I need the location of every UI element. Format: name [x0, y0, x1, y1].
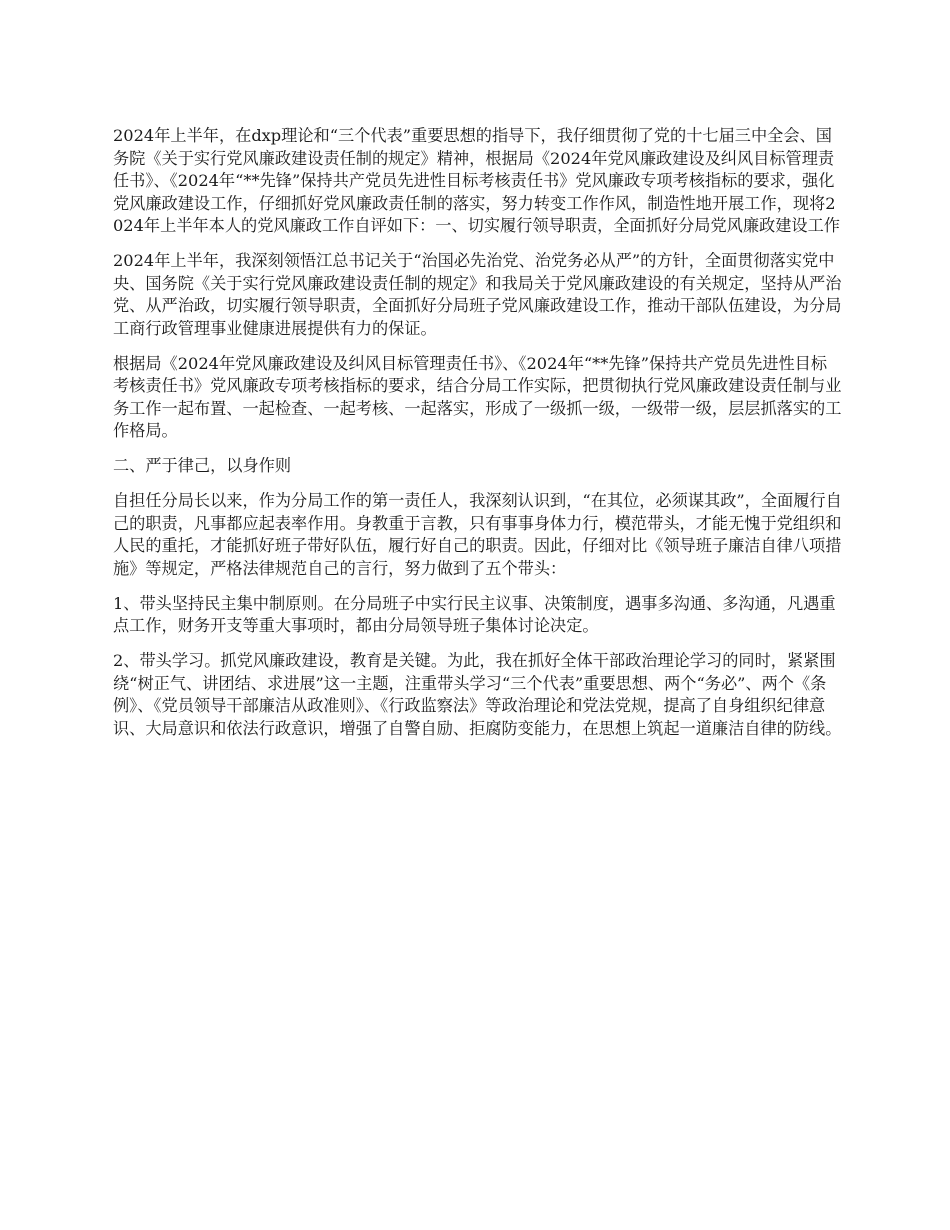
paragraph-item-two: 2、带头学习。抓党风廉政建设，教育是关键。为此，我在抓好全体干部政治理论学习的同时，紧紧围绕“树正气、讲团结、求进展”这一主题，注重带头学习“三个代表”重要思想、两个“务必”、两个《条例》、《党员领导干部廉洁从政准则》、《行政监察法》等政治理论和党法党规，提高了自身组织纪律意识、大局意识和依法行政意识，增强了自警自励、拒腐防变能力，在思想上筑起一道廉洁自律的防线。	[113, 651, 842, 738]
paragraph-intro: 2024年上半年，在dxp理论和“三个代表”重要思想的指导下，我仔细贯彻了党的十七届三中全会、国务院《关于实行党风廉政建设责任制的规定》精神，根据局《2024年党风廉政建设及纠风目标管理责任书》、《2024年“**先锋”保持共产党员先进性目标考核责任书》党风廉政专项考核指标的要求，强化党风廉政建设工作，仔细抓好党风廉政责任制的落实，努力转变工作作风，制造性地开展工作，现将2024年上半年本人的党风廉政工作自评如下：一、切实履行领导职责，全面抓好分局党风廉政建设工作	[113, 126, 840, 235]
document-body	[113, 125, 843, 753]
paragraph-self-discipline: 自担任分局长以来，作为分局工作的第一责任人，我深刻认识到，“在其位，必须谋其政”，全面履行自己的职责，凡事都应起表率作用。身教重于言教，只有事事身体力行，模范带头，才能无愧于党组织和人民的重托，才能抓好班子带好队伍，履行好自己的职责。因此，仔细对比《领导班子廉洁自律八项措施》等规定，严格法律规范自己的言行，努力做到了五个带头：	[113, 491, 842, 578]
paragraph-item-one: 1、带头坚持民主集中制原则。在分局班子中实行民主议事、决策制度，遇事多沟通、多沟通，凡遇重点工作，财务开支等重大事项时，都由分局领导班子集体讨论决定。	[113, 593, 836, 635]
paragraph-responsibility: 根据局《2024年党风廉政建设及纠风目标管理责任书》、《2024年“**先锋”保持共产党员先进性目标考核责任书》党风廉政专项考核指标的要求，结合分局工作实际，把贯彻执行党风廉政建设责任制与业务工作一起布置、一起检查、一起考核、一起落实，形成了一级抓一级，一级带一级，层层抓落实的工作格局。	[113, 353, 842, 440]
paragraph-section-one: 2024年上半年，我深刻领悟江总书记关于“治国必先治党、治党务必从严”的方针，全面贯彻落实党中央、国务院《关于实行党风廉政建设责任制的规定》和我局关于党风廉政建设的有关规定，坚持从严治党、从严治政，切实履行领导职责，全面抓好分局班子党风廉政建设工作，推动干部队伍建设，为分局工商行政管理事业健康进展提供有力的保证。	[113, 251, 842, 338]
section-heading-two: 二、严于律己，以身作则	[113, 456, 292, 475]
